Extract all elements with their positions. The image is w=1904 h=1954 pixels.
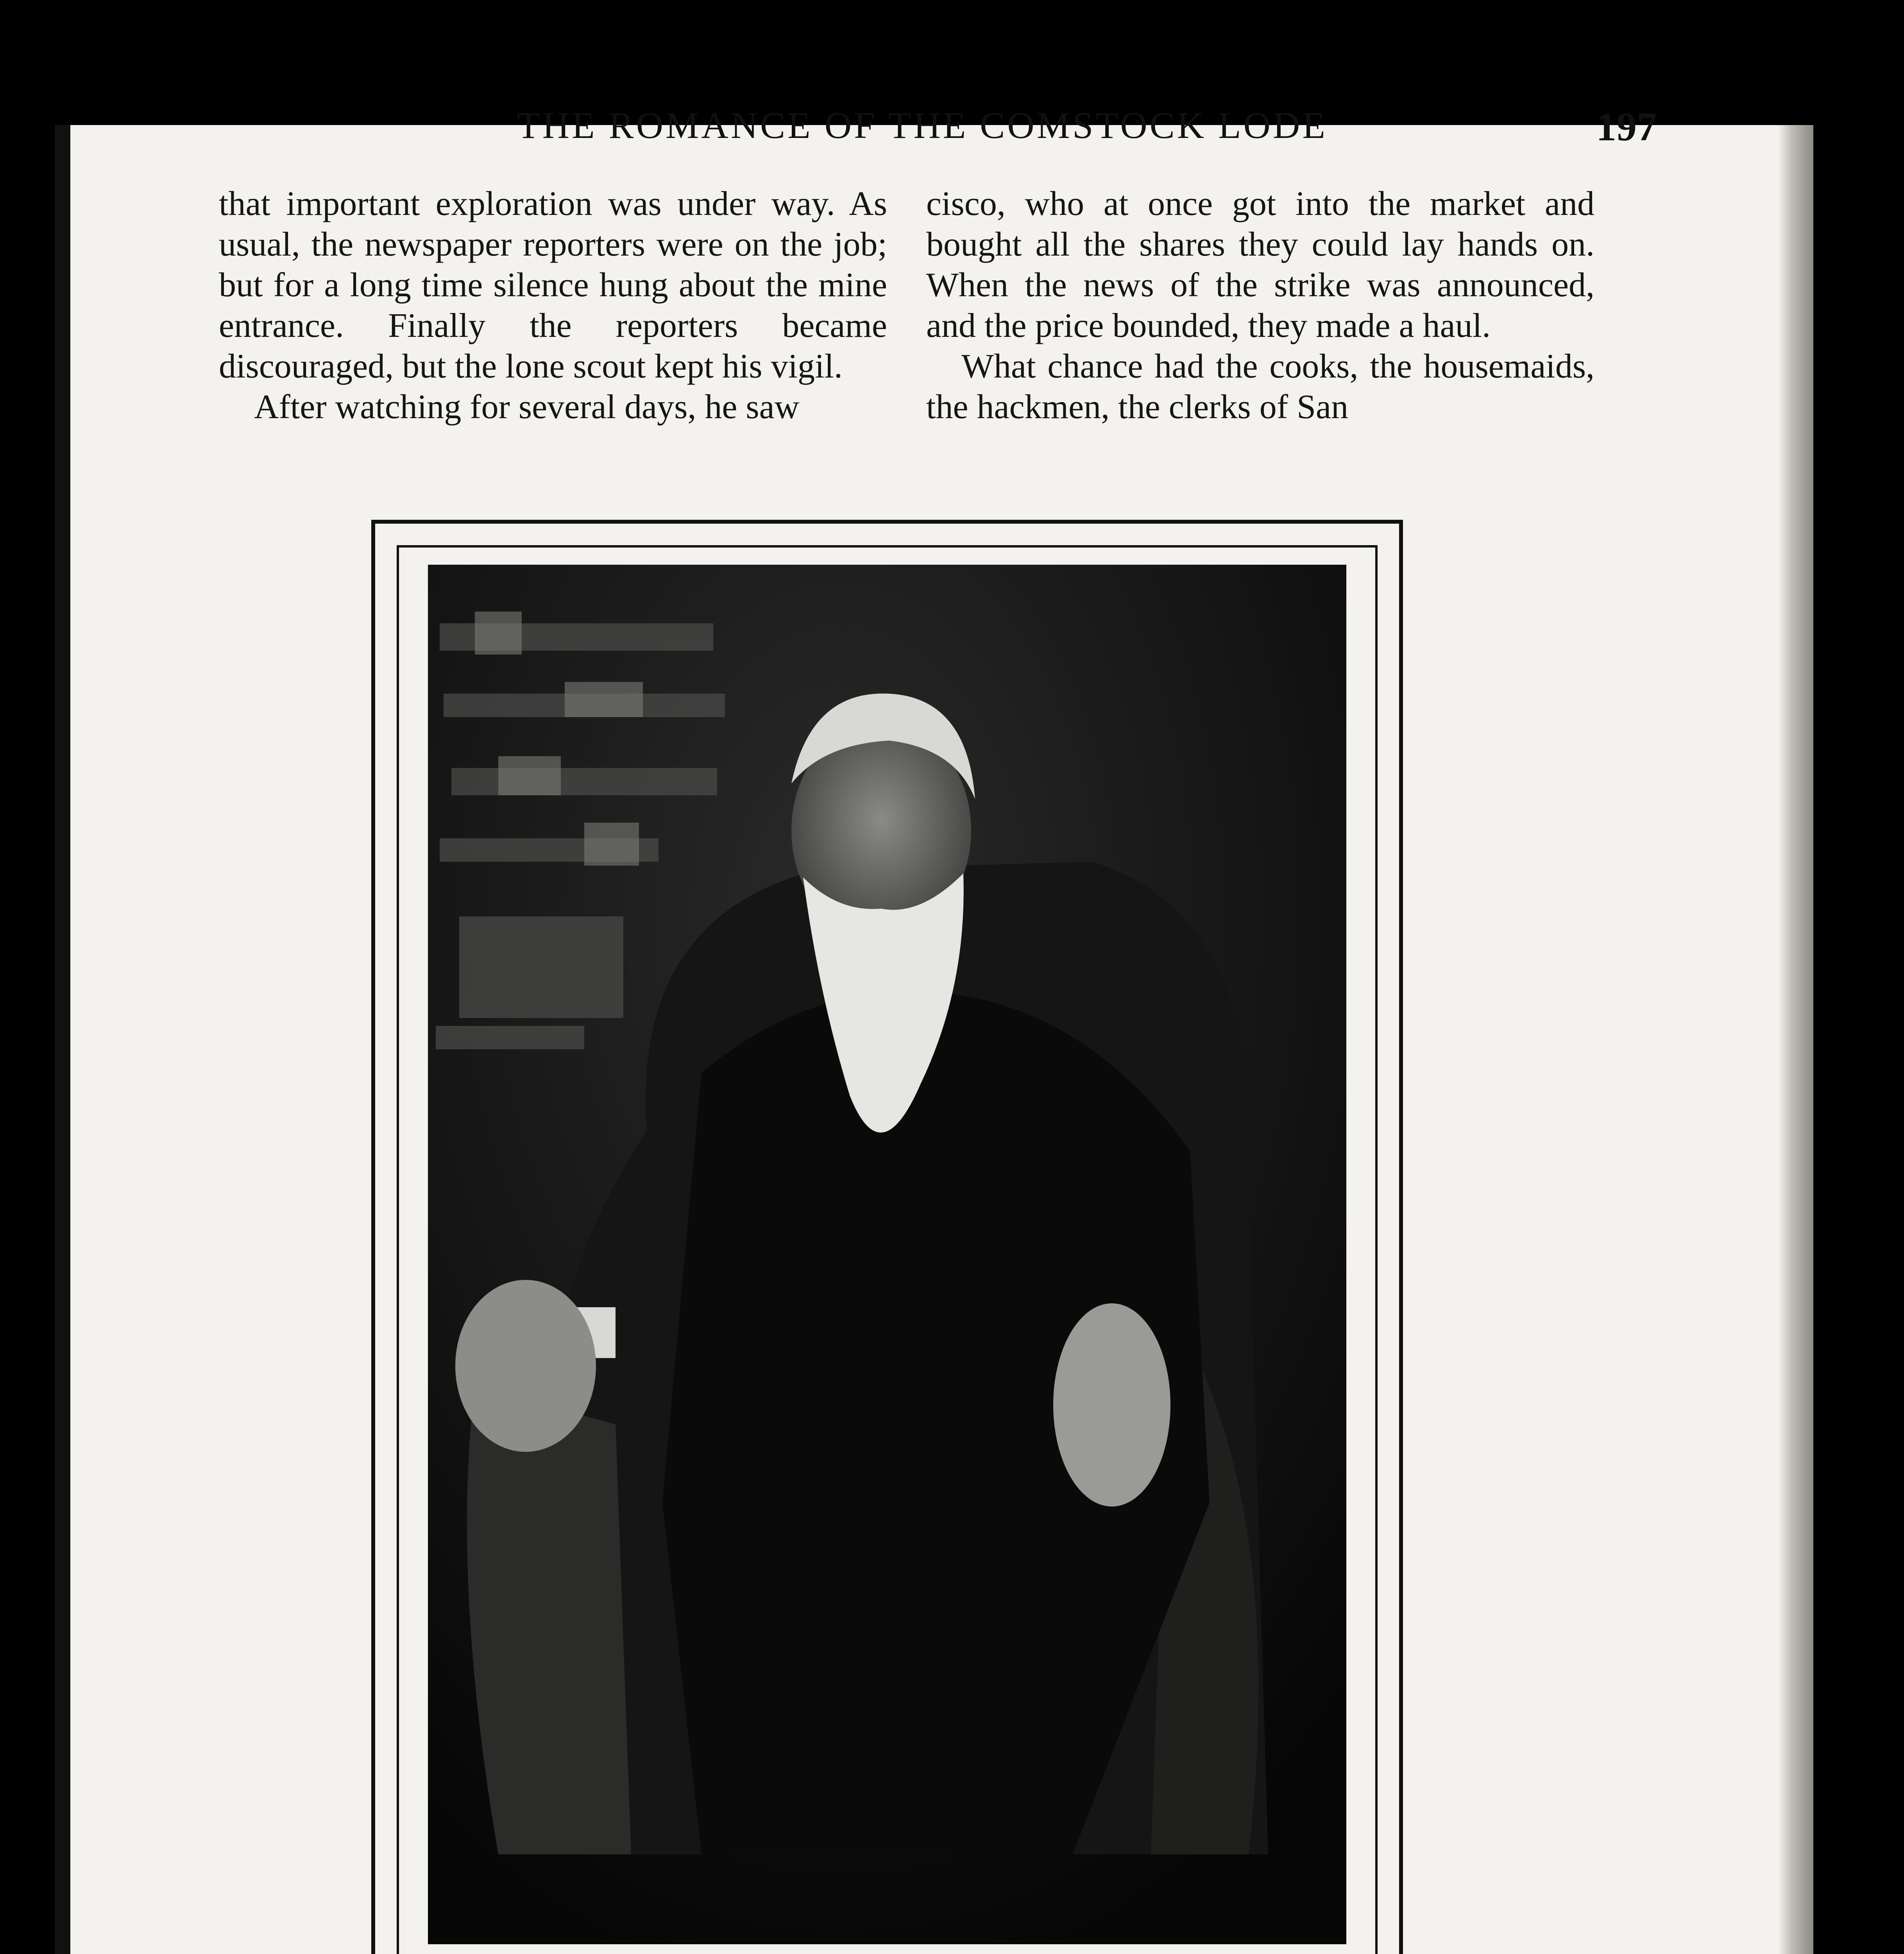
text-column-top-right bbox=[926, 184, 1594, 428]
page-edge-shadow bbox=[1778, 125, 1813, 1954]
paragraph: that important exploration was under way. As usual, the newspaper reporters were on the job; but for a long time silence hung about the mine entrance. Finally the reporters became discouraged, but the lone scout kept his vigil. bbox=[219, 185, 887, 385]
paragraph: After watching for several days, he saw bbox=[254, 388, 800, 426]
page-number: 197 bbox=[1596, 104, 1657, 149]
running-title: THE ROMANCE OF THE COMSTOCK LODE bbox=[517, 104, 1328, 146]
portrait-photograph bbox=[428, 565, 1346, 1944]
paragraph: What chance had the cooks, the housemaids, the hackmen, the clerks of San bbox=[926, 347, 1594, 426]
paragraph: cisco, who at once got into the market and bought all the shares they could lay hands on. When the news of the strike was announced, and the price bounded, they made a haul. bbox=[926, 185, 1594, 345]
text-column-top-left bbox=[219, 184, 887, 428]
book-spine-shadow bbox=[55, 125, 70, 1954]
